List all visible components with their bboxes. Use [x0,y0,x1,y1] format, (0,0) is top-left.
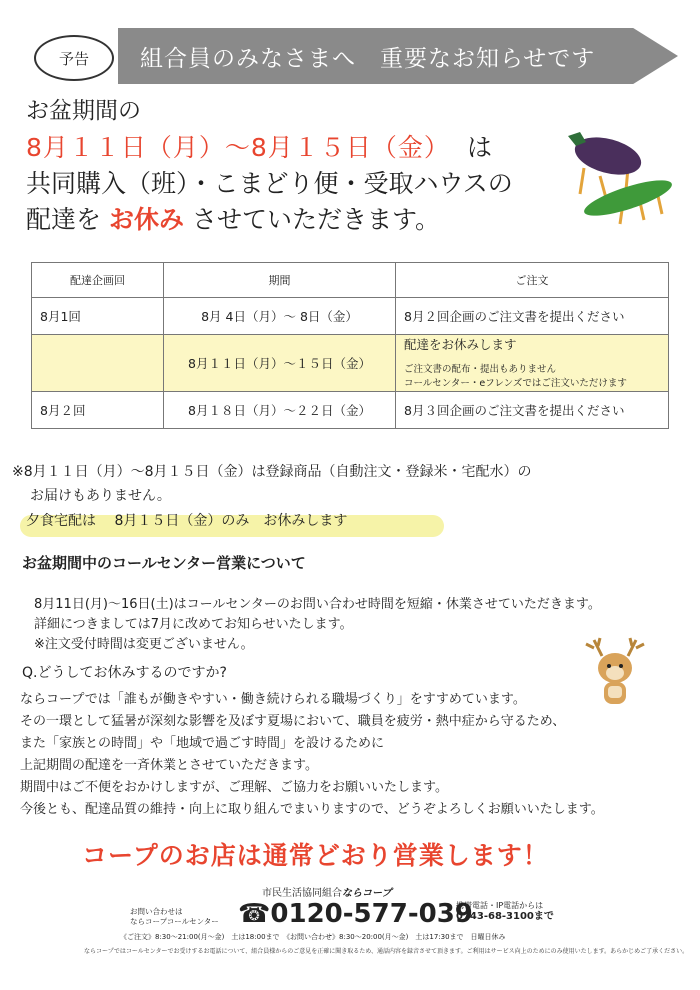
cell-round: 8月２回 [32,392,164,429]
footer-contact-line1: お問い合わせは [130,907,183,916]
headline-line1: お盆期間の [26,98,141,124]
faq-question: Q.どうしてお休みするのですか? [22,665,227,681]
headline-dates-suffix: は [467,133,493,162]
faq-line: また「家族との時間」や「地域で過ごす時間」を設けるために [20,736,385,751]
footer-org [262,884,392,899]
footer-org-name: 市民生活協同組合 [262,888,342,899]
headline-holiday: お休み [108,205,184,234]
cell-period: 8月１１日（月）〜１５日（金） [164,335,396,392]
holiday-note-2: コールセンター・eフレンズではご注文いただけます [404,378,627,389]
holiday-note-1: ご注文書の配布・提出もありません [404,364,557,375]
column-header-order: ご注文 [396,263,669,298]
headline-dates: 8月１１日（月）〜8月１５日（金） [26,133,450,162]
table-row [32,298,669,335]
delivery-schedule-table [31,262,669,429]
cell-period: 8月 4日（月）〜 8日（金） [164,298,396,335]
phone-icon: ☎ [238,899,271,929]
faq-line: 期間中はご不便をおかけしますが、ご理解、ご協力をお願いいたします。 [20,780,448,795]
table-header-row [32,263,669,298]
headline-line4-pre: 配達を [26,205,102,234]
column-header-period: 期間 [164,263,396,298]
footer-phone [238,899,473,929]
footer-mobile-number: 0743-68-3100まで [456,911,554,922]
faq-line: その一環として猛暑が深刻な影響を及ぼす夏場において、職員を疲労・熱中症から守るため、 [20,714,566,729]
faq-line: ならコープでは「誰もが働きやすい・働き続けられる職場づくり」をすすめています。 [20,692,526,707]
faq-line: 今後とも、配達品質の維持・向上に取り組んでまいりますので、どうぞよろしくお願いいたします。 [20,802,604,817]
footer-contact [130,907,219,927]
faq-line: 上記期間の配達を一斉休業とさせていただきます。 [20,758,318,773]
notice-badge: 予告 [34,35,114,81]
dinner-delivery-note: 夕食宅配は 8月１５日（金）のみ お休みします [26,513,348,529]
column-header-round: 配達企画回 [32,263,164,298]
cell-period: 8月１８日（月）〜２２日（金） [164,392,396,429]
footer-mobile-label: 携帯電話・IP電話からは [456,901,544,910]
call-center-text-1: 8月11日(月)〜16日(土)はコールセンターのお問い合わせ時間を短縮・休業させていただきます。 [34,597,601,612]
footer-hours: 《ご注文》8:30〜21:00(月〜金) 土は18:00まで 《お問い合わせ》8:30〜20:00(月〜金) 土は17:30まで 日曜日休み [120,933,506,941]
footer-mobile [456,900,554,922]
phone-number: 0120-577-039 [270,899,473,929]
cell-order [396,335,669,392]
store-open-message: コープのお店は通常どおり営業します！ [82,841,549,870]
call-center-title: お盆期間中のコールセンター営業について [22,554,306,572]
table-row [32,392,669,429]
headline-line3: 共同購入（班）・こまどり便・受取ハウスの [26,169,513,198]
cell-round: 8月1回 [32,298,164,335]
headline-line4-post: させていただきます。 [191,205,440,234]
call-center-text-2: 詳細につきましては7月に改めてお知らせいたします。 [34,617,353,632]
registered-items-note-cont: お届けもありません。 [30,488,171,504]
cell-order: 8月３回企画のご注文書を提出ください [396,392,669,429]
holiday-order-text: 配達をお休みします [404,337,517,352]
call-center-text-3: ※注文受付時間は変更ございません。 [34,637,254,652]
eggplant-cucumber-illustration [566,128,676,228]
deer-mascot-illustration [580,636,650,708]
table-row-holiday [32,335,669,392]
naracoop-logo: ならコープ [342,888,392,899]
footer-contact-line2: ならコープコールセンター [130,917,219,926]
cell-order: 8月２回企画のご注文書を提出ください [396,298,669,335]
banner-title: 組合員のみなさまへ 重要なお知らせです [140,46,596,72]
footer-fine-print: ならコープではコールセンターでお受けするお電話について、組合員様からのご意見を正確に聞き取るため、通話内容を録音させて頂きます。ご利用はサービス向上のためにのみ使用いたします。あらかじめご了承ください。 [84,948,689,955]
registered-items-note: ※8月１１日（月）〜8月１５日（金）は登録商品（自動注文・登録米・宅配水）の [12,464,532,480]
headline-line4 [26,200,440,236]
cell-round [32,335,164,392]
